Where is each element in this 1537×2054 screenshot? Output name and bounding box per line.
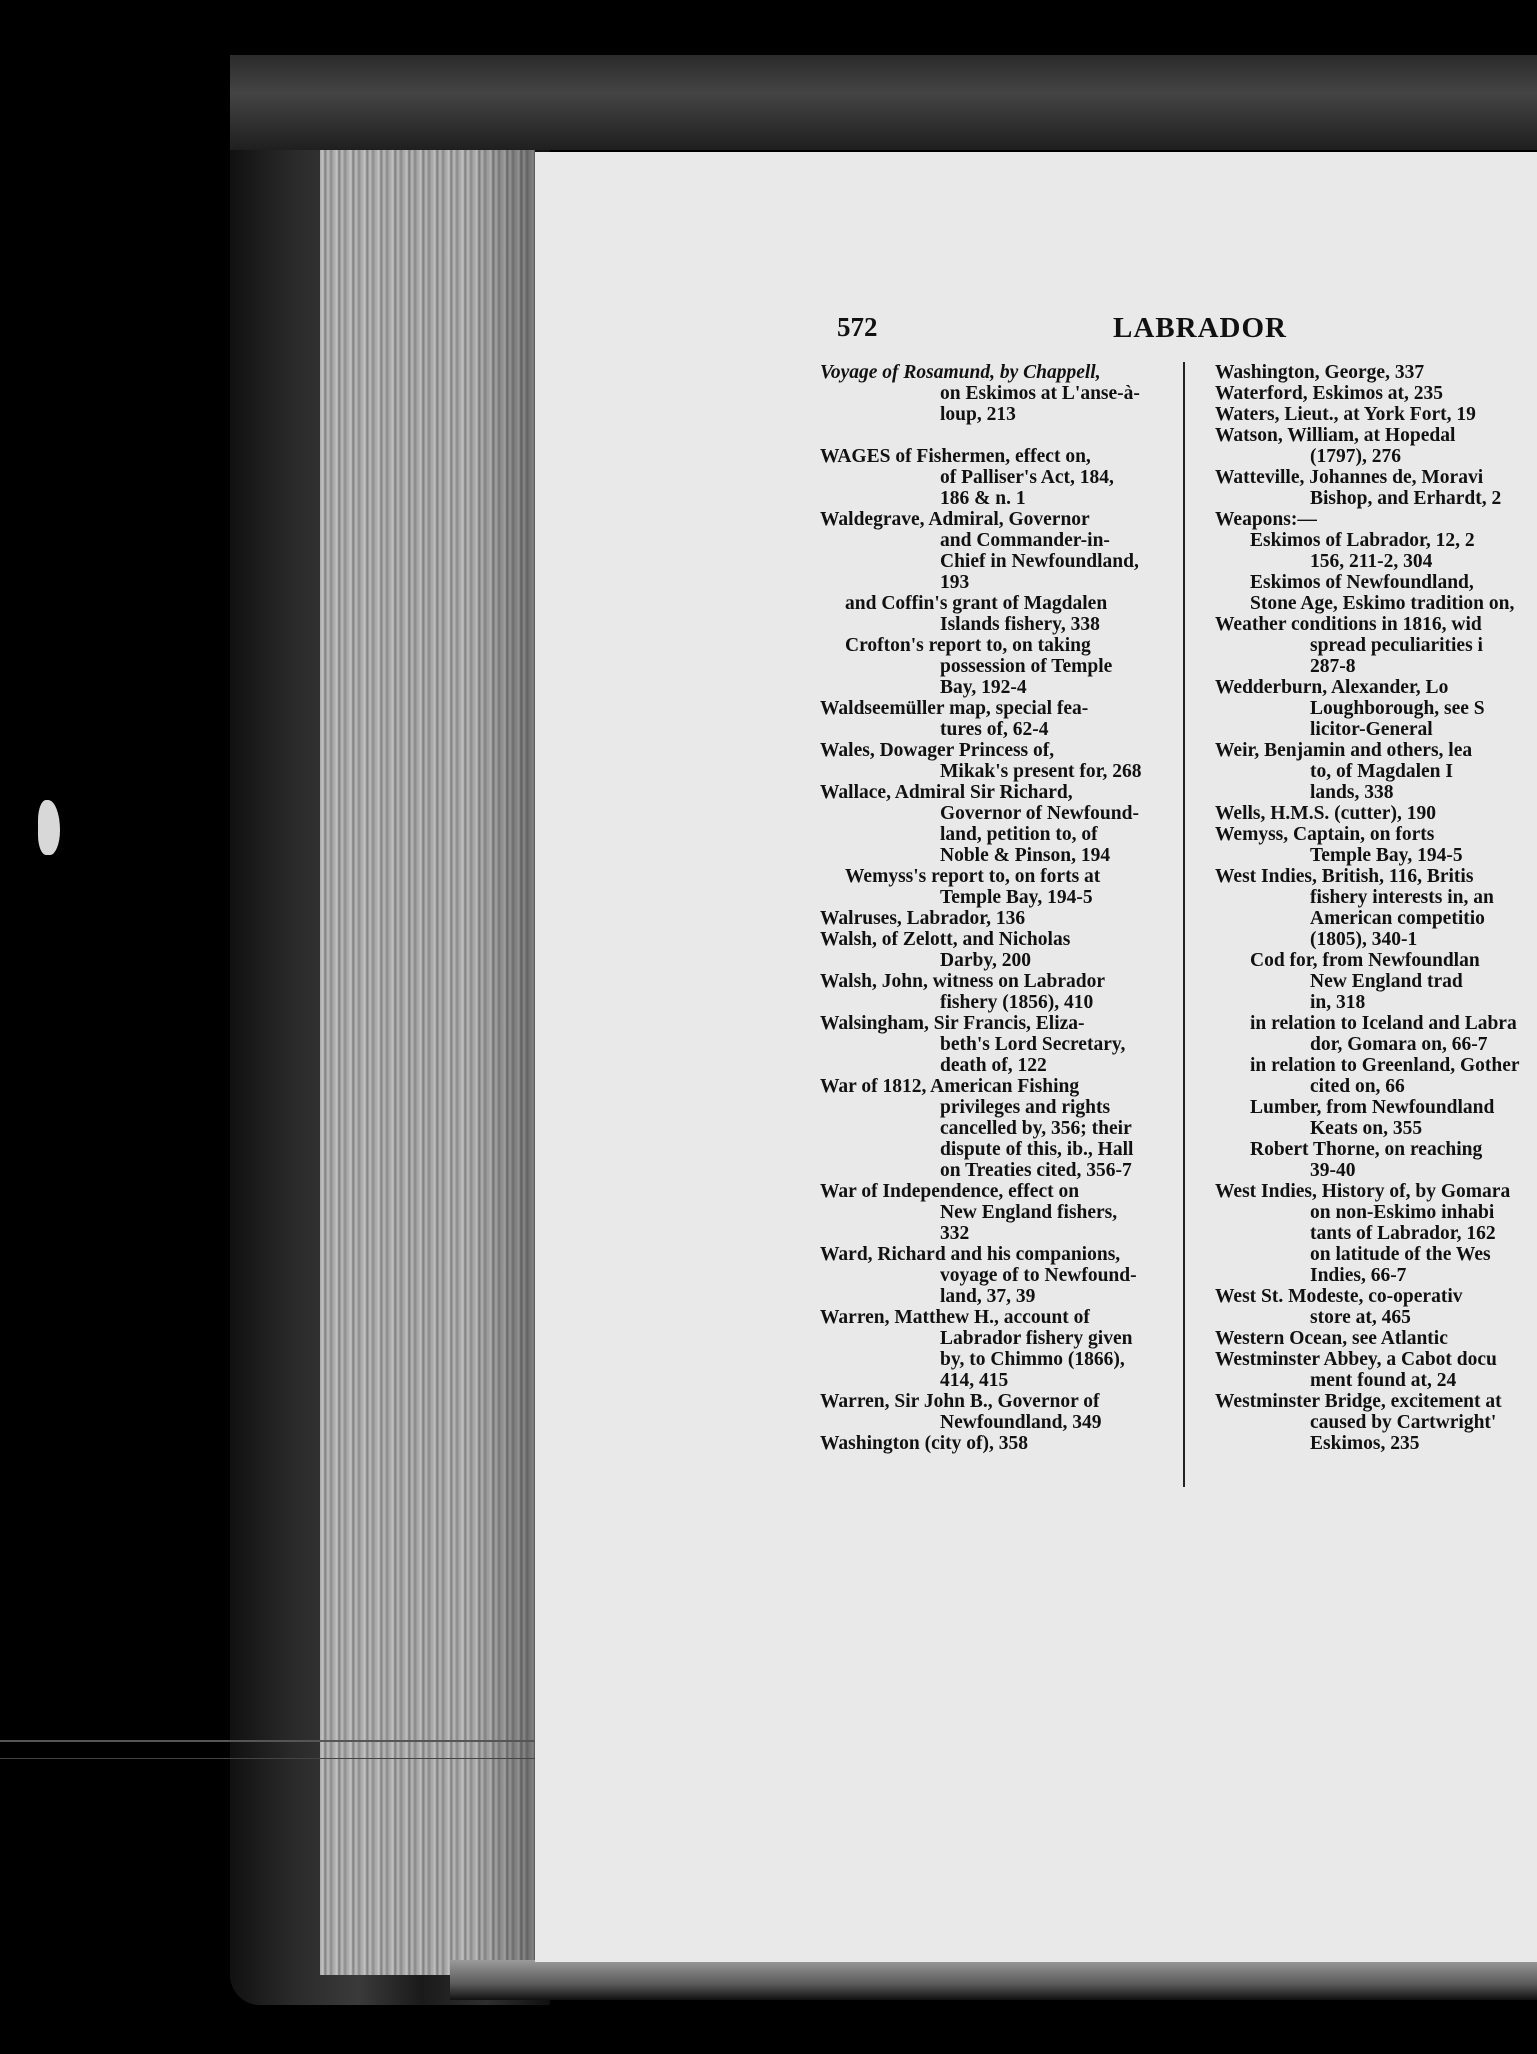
index-line: Wemyss's report to, on forts at [845, 866, 1101, 887]
index-line: (1805), 340-1 [1310, 929, 1418, 950]
index-line: Westminster Abbey, a Cabot docu [1215, 1349, 1497, 1370]
index-subentry [1215, 593, 1537, 614]
index-entry [820, 740, 1155, 782]
page-content [535, 152, 1537, 1962]
index-entry [820, 1013, 1155, 1076]
index-line: of Palliser's Act, 184, [940, 467, 1114, 488]
index-line: fishery (1856), 410 [940, 992, 1094, 1013]
index-line: Washington (city of), 358 [820, 1433, 1029, 1454]
index-line: Newfoundland, 349 [940, 1412, 1102, 1433]
index-line: on Eskimos at L'anse-à- [940, 383, 1140, 404]
index-line: Walsingham, Sir Francis, Eliza- [820, 1013, 1085, 1034]
index-line: Temple Bay, 194-5 [1310, 845, 1463, 866]
index-line: Weir, Benjamin and others, lea [1215, 740, 1473, 761]
index-entry [1215, 866, 1537, 950]
index-line: 186 & n. 1 [940, 488, 1026, 509]
index-entry [1215, 1328, 1537, 1349]
index-line: Bay, 192-4 [940, 677, 1027, 698]
index-subentry [820, 593, 1155, 635]
index-line: War of Independence, effect on [820, 1181, 1080, 1202]
index-line: 332 [940, 1223, 970, 1244]
scan-artifact-line [0, 1758, 540, 1759]
index-line: and Commander-in- [940, 530, 1110, 551]
index-line: spread peculiarities i [1310, 635, 1483, 656]
index-line: Walruses, Labrador, 136 [820, 908, 1026, 929]
index-line: Voyage of Rosamund, by Chappell, [820, 362, 1101, 383]
index-line: New England trad [1310, 971, 1463, 992]
index-subentry [820, 866, 1155, 908]
index-entry [1215, 614, 1537, 677]
index-line: caused by Cartwright' [1310, 1412, 1497, 1433]
index-line: Robert Thorne, on reaching [1250, 1139, 1483, 1160]
index-line: 414, 415 [940, 1370, 1009, 1391]
index-line: on latitude of the Wes [1310, 1244, 1491, 1265]
index-line: Lumber, from Newfoundland [1250, 1097, 1495, 1118]
index-entry [1215, 824, 1537, 866]
index-subentry [1215, 530, 1537, 572]
index-line: possession of Temple [940, 656, 1113, 677]
index-line: 287-8 [1310, 656, 1356, 677]
index-line: on non-Eskimo inhabi [1310, 1202, 1495, 1223]
index-line: Waterford, Eskimos at, 235 [1215, 383, 1444, 404]
index-subentry [820, 635, 1155, 698]
index-entry [820, 1244, 1155, 1307]
index-line: Watteville, Johannes de, Moravi [1215, 467, 1484, 488]
index-entry [1215, 1349, 1537, 1391]
index-line: dor, Gomara on, 66-7 [1310, 1034, 1488, 1055]
index-line: West Indies, History of, by Gomara [1215, 1181, 1511, 1202]
index-line: Noble & Pinson, 194 [940, 845, 1111, 866]
book-page [535, 152, 1537, 1962]
index-line: Bishop, and Erhardt, 2 [1310, 488, 1502, 509]
index-line: fishery interests in, an [1310, 887, 1494, 908]
index-entry [1215, 1181, 1537, 1286]
index-entry [820, 1391, 1155, 1433]
index-line: cited on, 66 [1310, 1076, 1405, 1097]
index-entry [820, 782, 1155, 866]
column-divider [1183, 362, 1185, 1487]
index-line: Temple Bay, 194-5 [940, 887, 1093, 908]
index-line: privileges and rights [940, 1097, 1111, 1118]
index-line: Waters, Lieut., at York Fort, 19 [1215, 404, 1476, 425]
index-line: Weather conditions in 1816, wid [1215, 614, 1482, 635]
index-line: cancelled by, 356; their [940, 1118, 1132, 1139]
index-line: (1797), 276 [1310, 446, 1401, 467]
index-entry [1215, 404, 1537, 425]
index-line: Crofton's report to, on taking [845, 635, 1091, 656]
index-subentry [1215, 1055, 1537, 1097]
index-subentry [1215, 572, 1537, 593]
index-entry [1215, 383, 1537, 404]
index-line: Warren, Matthew H., account of [820, 1307, 1090, 1328]
index-line: Eskimos of Labrador, 12, 2 [1250, 530, 1475, 551]
index-line: Weapons:— [1215, 509, 1317, 530]
index-entry [820, 929, 1155, 971]
index-line: Walsh, John, witness on Labrador [820, 971, 1105, 992]
index-line: Wemyss, Captain, on forts [1215, 824, 1435, 845]
index-line: Chief in Newfoundland, [940, 551, 1139, 572]
index-entry [820, 971, 1155, 1013]
index-line: Mikak's present for, 268 [940, 761, 1142, 782]
index-line: in relation to Greenland, Gother [1250, 1055, 1520, 1076]
margin-artifact [38, 800, 60, 855]
index-line: Washington, George, 337 [1215, 362, 1425, 383]
index-line: 39-40 [1310, 1160, 1356, 1181]
index-line: on Treaties cited, 356-7 [940, 1160, 1132, 1181]
index-line: War of 1812, American Fishing [820, 1076, 1080, 1097]
index-line: tants of Labrador, 162 [1310, 1223, 1496, 1244]
index-entry [820, 1076, 1155, 1181]
index-line: Wedderburn, Alexander, Lo [1215, 677, 1449, 698]
index-line: Keats on, 355 [1310, 1118, 1423, 1139]
index-line: Darby, 200 [940, 950, 1032, 971]
index-entry [820, 446, 1155, 509]
index-entry [1215, 740, 1537, 803]
index-entry [820, 1433, 1155, 1454]
index-entry [1215, 1286, 1537, 1328]
index-entry [1215, 467, 1537, 509]
book-top-edge [230, 55, 1537, 150]
index-line: Indies, 66-7 [1310, 1265, 1407, 1286]
index-subentry [1215, 1139, 1537, 1181]
index-line: Warren, Sir John B., Governor of [820, 1391, 1100, 1412]
index-line: Waldegrave, Admiral, Governor [820, 509, 1090, 530]
index-line: Wells, H.M.S. (cutter), 190 [1215, 803, 1436, 824]
index-entry [820, 362, 1155, 425]
index-line: Waldseemüller map, special fea- [820, 698, 1089, 719]
index-line: in, 318 [1310, 992, 1366, 1013]
index-line: Walsh, of Zelott, and Nicholas [820, 929, 1071, 950]
index-line: and Coffin's grant of Magdalen [845, 593, 1108, 614]
index-line: 156, 211-2, 304 [1310, 551, 1433, 572]
index-subentry [1215, 1013, 1537, 1055]
index-line: lands, 338 [1310, 782, 1394, 803]
index-entry [820, 698, 1155, 740]
page-gutter-shadow [470, 150, 540, 1975]
index-entry [820, 1307, 1155, 1391]
index-entry [1215, 362, 1537, 383]
index-entry [1215, 425, 1537, 467]
index-line: Wales, Dowager Princess of, [820, 740, 1055, 761]
index-line: in relation to Iceland and Labra [1250, 1013, 1517, 1034]
book-bottom-edge [450, 1960, 1537, 2000]
index-line: Stone Age, Eskimo tradition on, [1250, 593, 1515, 614]
index-line: Eskimos of Newfoundland, [1250, 572, 1474, 593]
index-line: ment found at, 24 [1310, 1370, 1457, 1391]
index-line: death of, 122 [940, 1055, 1047, 1076]
index-line: Islands fishery, 338 [940, 614, 1100, 635]
index-entry [1215, 1391, 1537, 1454]
index-subentry [1215, 950, 1537, 1013]
index-entry [820, 509, 1155, 593]
index-line: tures of, 62-4 [940, 719, 1049, 740]
scan-artifact-line [0, 1740, 540, 1742]
index-line: West Indies, British, 116, Britis [1215, 866, 1474, 887]
index-line: Westminster Bridge, excitement at [1215, 1391, 1502, 1412]
index-line: licitor-General [1310, 719, 1433, 740]
index-line: West St. Modeste, co-operativ [1215, 1286, 1463, 1307]
index-entry [1215, 803, 1537, 824]
index-line: Eskimos, 235 [1310, 1433, 1420, 1454]
index-entry [820, 1181, 1155, 1244]
index-line: land, 37, 39 [940, 1286, 1036, 1307]
index-line: Labrador fishery given [940, 1328, 1133, 1349]
index-line: Loughborough, see S [1310, 698, 1485, 719]
index-entry [1215, 509, 1537, 530]
index-line: to, of Magdalen I [1310, 761, 1453, 782]
index-line: American competitio [1310, 908, 1485, 929]
index-line: Governor of Newfound- [940, 803, 1139, 824]
index-column-right [1215, 362, 1537, 1454]
index-line: voyage of to Newfound- [940, 1265, 1137, 1286]
index-line: Watson, William, at Hopedal [1215, 425, 1456, 446]
index-line: WAGES of Fishermen, effect on, [820, 446, 1091, 467]
index-line: loup, 213 [940, 404, 1016, 425]
index-line: Cod for, from Newfoundlan [1250, 950, 1480, 971]
index-line: dispute of this, ib., Hall [940, 1139, 1134, 1160]
index-entry [1215, 677, 1537, 740]
running-head: LABRADOR [1113, 312, 1287, 344]
index-line: Wallace, Admiral Sir Richard, [820, 782, 1073, 803]
index-column-left [820, 362, 1155, 1454]
index-line: Ward, Richard and his companions, [820, 1244, 1121, 1265]
index-line: store at, 465 [1310, 1307, 1411, 1328]
index-line: beth's Lord Secretary, [940, 1034, 1126, 1055]
index-entry [820, 908, 1155, 929]
index-line: land, petition to, of [940, 824, 1098, 845]
index-line: by, to Chimmo (1866), [940, 1349, 1125, 1370]
index-line: Western Ocean, see Atlantic [1215, 1328, 1448, 1349]
index-line: New England fishers, [940, 1202, 1118, 1223]
page-number: 572 [837, 312, 878, 342]
index-subentry [1215, 1097, 1537, 1139]
index-line: 193 [940, 572, 970, 593]
